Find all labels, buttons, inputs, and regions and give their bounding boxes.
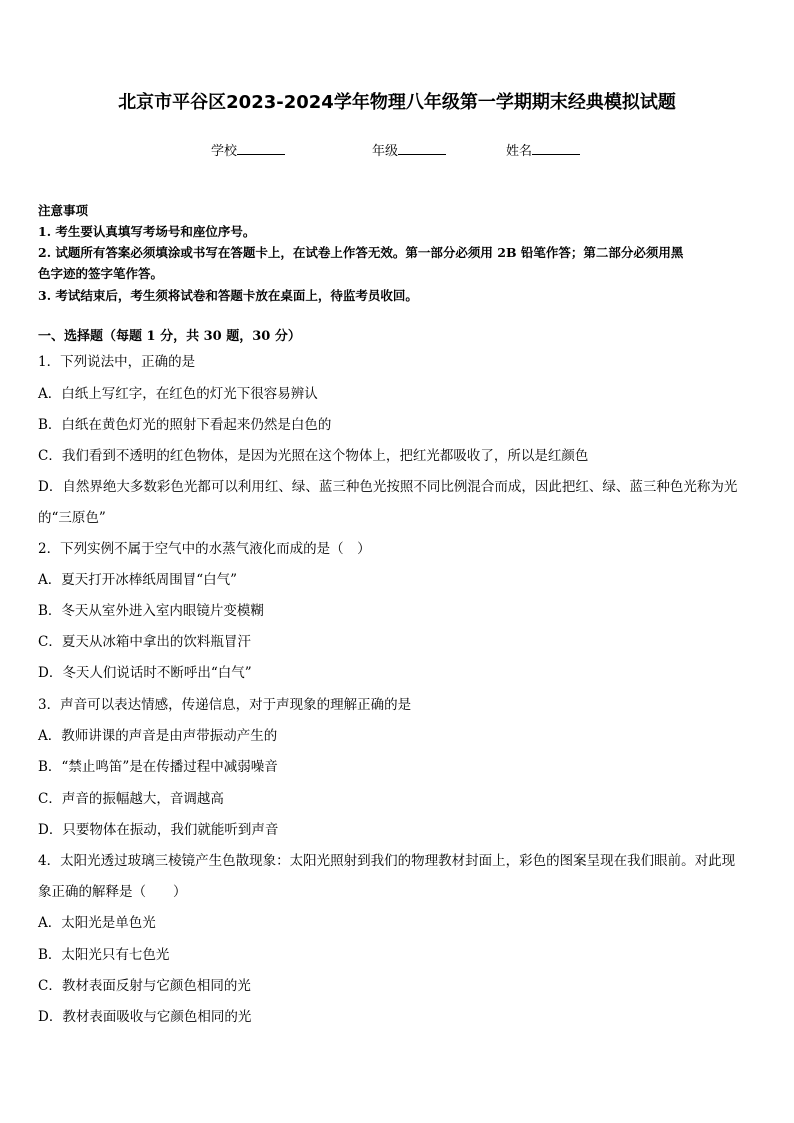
- note-item: 2. 试题所有答案必须填涂或书写在答题卡上，在试卷上作答无效。第一部分必须用 2B 铅笔作答；第二部分必须用黑: [38, 245, 684, 260]
- school-blank[interactable]: [237, 142, 285, 155]
- question-stem: 2．下列实例不属于空气中的水蒸气液化而成的是（ ）: [38, 541, 371, 557]
- question-option: A．教师讲课的声音是由声带振动产生的: [38, 728, 278, 744]
- question-option: C．声音的振幅越大，音调越高: [38, 791, 224, 807]
- name-field[interactable]: [506, 140, 580, 159]
- name-label: 姓名: [506, 144, 533, 159]
- name-blank[interactable]: [532, 142, 580, 155]
- page-title: 北京市平谷区2023-2024学年物理八年级第一学期期末经典模拟试题: [118, 92, 676, 113]
- question-option: A．白纸上写红字，在红色的灯光下很容易辨认: [38, 386, 318, 402]
- question-option: D．冬天人们说话时不断呼出“白气”: [38, 665, 252, 681]
- question-stem: 4．太阳光透过玻璃三棱镜产生色散现象：太阳光照射到我们的物理教材封面上，彩色的图案呈现在我们眼前。对此现: [38, 853, 736, 869]
- question-option: D．只要物体在振动，我们就能听到声音: [38, 822, 279, 838]
- section-heading: 一、选择题（每题 1 分，共 30 题，30 分）: [38, 329, 301, 344]
- notes-heading: 注意事项: [38, 203, 89, 218]
- note-item: 1. 考生要认真填写考场号和座位序号。: [38, 224, 256, 239]
- question-option-continued: 的“三原色”: [38, 510, 106, 526]
- school-label: 学校: [211, 144, 238, 159]
- question-stem: 1．下列说法中，正确的是: [38, 354, 196, 370]
- question-option: C．夏天从冰箱中拿出的饮料瓶冒汗: [38, 634, 251, 650]
- question-option: A．太阳光是单色光: [38, 915, 156, 931]
- school-field[interactable]: [211, 140, 285, 159]
- question-option: C．我们看到不透明的红色物体，是因为光照在这个物体上，把红光都吸收了，所以是红颜色: [38, 448, 589, 464]
- question-option: C．教材表面反射与它颜色相同的光: [38, 978, 251, 994]
- question-stem-continued: 象正确的解释是（ ）: [38, 884, 187, 900]
- question-option: D．自然界绝大多数彩色光都可以利用红、绿、蓝三种色光按照不同比例混合而成，因此把红、绿、蓝三种色光称为光: [38, 479, 738, 495]
- grade-label: 年级: [372, 144, 399, 159]
- question-stem: 3．声音可以表达情感，传递信息，对于声现象的理解正确的是: [38, 697, 412, 713]
- note-item: 色字迹的签字笔作答。: [38, 266, 164, 281]
- question-option: A．夏天打开冰棒纸周围冒“白气”: [38, 572, 238, 588]
- question-option: B．冬天从室外进入室内眼镜片变模糊: [38, 603, 264, 619]
- question-option: B．太阳光只有七色光: [38, 947, 170, 963]
- question-option: B．“禁止鸣笛”是在传播过程中减弱噪音: [38, 759, 278, 775]
- grade-field[interactable]: [372, 140, 446, 159]
- grade-blank[interactable]: [398, 142, 446, 155]
- note-item: 3. 考试结束后，考生须将试卷和答题卡放在桌面上，待监考员收回。: [38, 288, 418, 303]
- question-option: D．教材表面吸收与它颜色相同的光: [38, 1009, 252, 1025]
- question-option: B．白纸在黄色灯光的照射下看起来仍然是白色的: [38, 417, 332, 433]
